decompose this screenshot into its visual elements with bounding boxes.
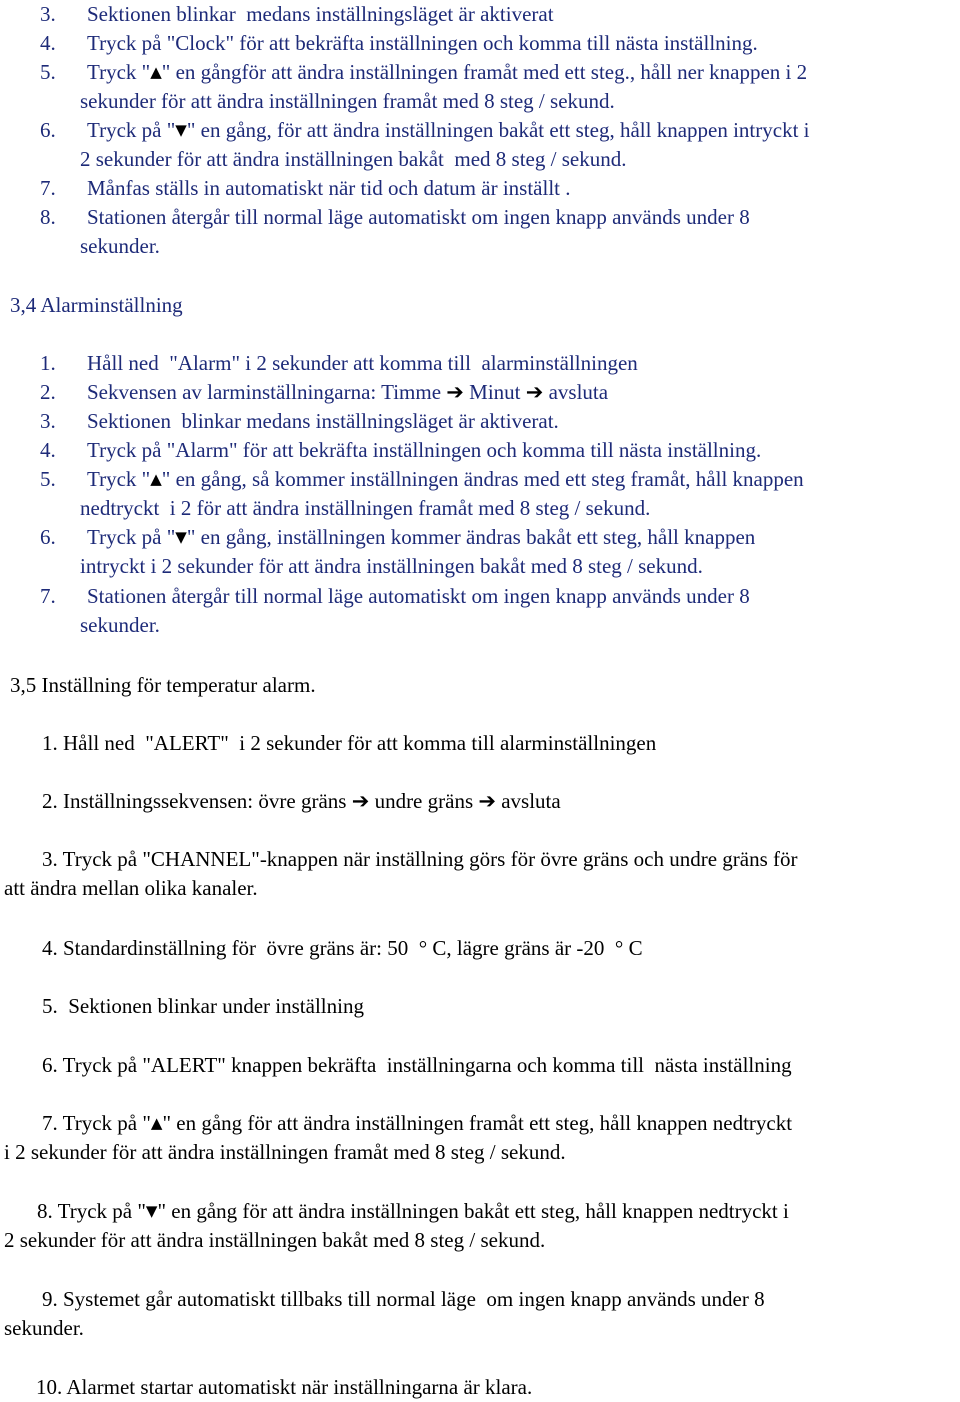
list-item-text: sekunder.: [4, 1316, 84, 1340]
list-item-text: i 2 sekunder för att ändra inställningen framåt med 8 steg / sekund.: [4, 1140, 566, 1164]
section-heading-alarm: 3,4 Alarminställning: [10, 293, 183, 317]
list-item-text: intryckt i 2 sekunder för att ändra inställningen bakåt med 8 steg / sekund.: [80, 554, 703, 578]
list-item-text: Sektionen blinkar medans inställningsläget är aktiverat: [87, 2, 554, 26]
list-item-text: 2. Inställningssekvensen: övre gräns ➔ undre gräns ➔ avsluta: [42, 789, 561, 813]
list-item-text: 9. Systemet går automatiskt tillbaks till normal läge om ingen knapp används under 8: [42, 1287, 765, 1311]
right-arrow-icon: ➔: [478, 789, 496, 813]
list-item-number: 3.: [40, 409, 56, 433]
right-arrow-icon: ➔: [446, 380, 464, 404]
list-item-text: 8. Tryck på "▼" en gång för att ändra inställningen bakåt ett steg, håll knappen nedtryckt i: [37, 1199, 789, 1223]
list-item-text: Tryck på "▼" en gång, inställningen kommer ändras bakåt ett steg, håll knappen: [87, 525, 756, 549]
list-item-text: 7. Tryck på "▲" en gång för att ändra inställningen framåt ett steg, håll knappen nedtryckt: [42, 1111, 793, 1135]
list-item-number: 4.: [40, 438, 56, 462]
down-arrow-icon: ▼: [145, 1202, 158, 1220]
list-item-text: 6. Tryck på "ALERT" knappen bekräfta inställningarna och komma till nästa inställning: [42, 1053, 792, 1077]
list-item-text: 2 sekunder för att ändra inställningen bakåt med 8 steg / sekund.: [80, 147, 627, 171]
list-item-text: 2 sekunder för att ändra inställningen bakåt med 8 steg / sekund.: [4, 1228, 546, 1252]
list-item-text: 4. Standardinställning för övre gräns är: 50 ° C, lägre gräns är -20 ° C: [42, 936, 643, 960]
list-item-number: 3.: [40, 2, 56, 26]
list-item-text: 3. Tryck på "CHANNEL"-knappen när inställning görs för övre gräns och undre gräns för: [42, 847, 798, 871]
list-item-text: nedtryckt i 2 för att ändra inställningen framåt med 8 steg / sekund.: [80, 496, 651, 520]
list-item-text: Tryck "▲" en gång, så kommer inställningen ändras med ett steg framåt, håll knappen: [87, 467, 804, 491]
list-item-text: Tryck "▲" en gångför att ändra inställningen framåt med ett steg., håll ner knappen i 2: [87, 60, 808, 84]
list-item-text: Stationen återgår till normal läge automatiskt om ingen knapp används under 8: [87, 584, 750, 608]
list-item-text: 1. Håll ned "ALERT" i 2 sekunder för att komma till alarminställningen: [42, 731, 657, 755]
list-item-text: Tryck på "▼" en gång, för att ändra inställningen bakåt ett steg, håll knappen intryckt i: [87, 118, 810, 142]
down-arrow-icon: ▼: [175, 528, 187, 546]
list-item-text: Håll ned "Alarm" i 2 sekunder att komma till alarminställningen: [87, 351, 638, 375]
list-item-text: Sekvensen av larminställningarna: Timme ➔ Minut ➔ avsluta: [87, 380, 609, 404]
list-item-number: 5.: [40, 60, 56, 84]
up-arrow-icon: ▲: [150, 63, 162, 81]
right-arrow-icon: ➔: [525, 380, 544, 404]
section-heading-temperature: 3,5 Inställning för temperatur alarm.: [10, 673, 316, 697]
list-item-text: sekunder för att ändra inställningen framåt med 8 steg / sekund.: [80, 89, 615, 113]
up-arrow-icon: ▲: [150, 470, 162, 488]
down-arrow-icon: ▼: [175, 121, 187, 139]
list-item-text: Månfas ställs in automatiskt när tid och datum är inställt .: [87, 176, 571, 200]
list-item-number: 2.: [40, 380, 56, 404]
list-item-text: att ändra mellan olika kanaler.: [4, 876, 258, 900]
list-item-number: 7.: [40, 176, 56, 200]
list-item-text: sekunder.: [80, 613, 160, 637]
list-item-number: 5.: [40, 467, 56, 491]
list-item-text: Tryck på "Alarm" för att bekräfta inställningen och komma till nästa inställning.: [87, 438, 762, 462]
list-item-text: Sektionen blinkar medans inställningsläget är aktiverat.: [87, 409, 559, 433]
list-item-text: sekunder.: [80, 234, 160, 258]
list-item-text: Tryck på "Clock" för att bekräfta inställningen och komma till nästa inställning.: [87, 31, 758, 55]
list-item-text: 5. Sektionen blinkar under inställning: [42, 994, 364, 1018]
list-item-number: 7.: [40, 584, 56, 608]
right-arrow-icon: ➔: [351, 789, 370, 813]
up-arrow-icon: ▲: [150, 1114, 163, 1132]
list-item-number: 6.: [40, 118, 56, 142]
list-item-number: 1.: [40, 351, 56, 375]
list-item-number: 6.: [40, 525, 56, 549]
list-item-text: 10. Alarmet startar automatiskt när inställningarna är klara.: [36, 1375, 533, 1399]
list-item-number: 8.: [40, 205, 56, 229]
list-item-text: Stationen återgår till normal läge automatiskt om ingen knapp används under 8: [87, 205, 750, 229]
list-item-number: 4.: [40, 31, 56, 55]
